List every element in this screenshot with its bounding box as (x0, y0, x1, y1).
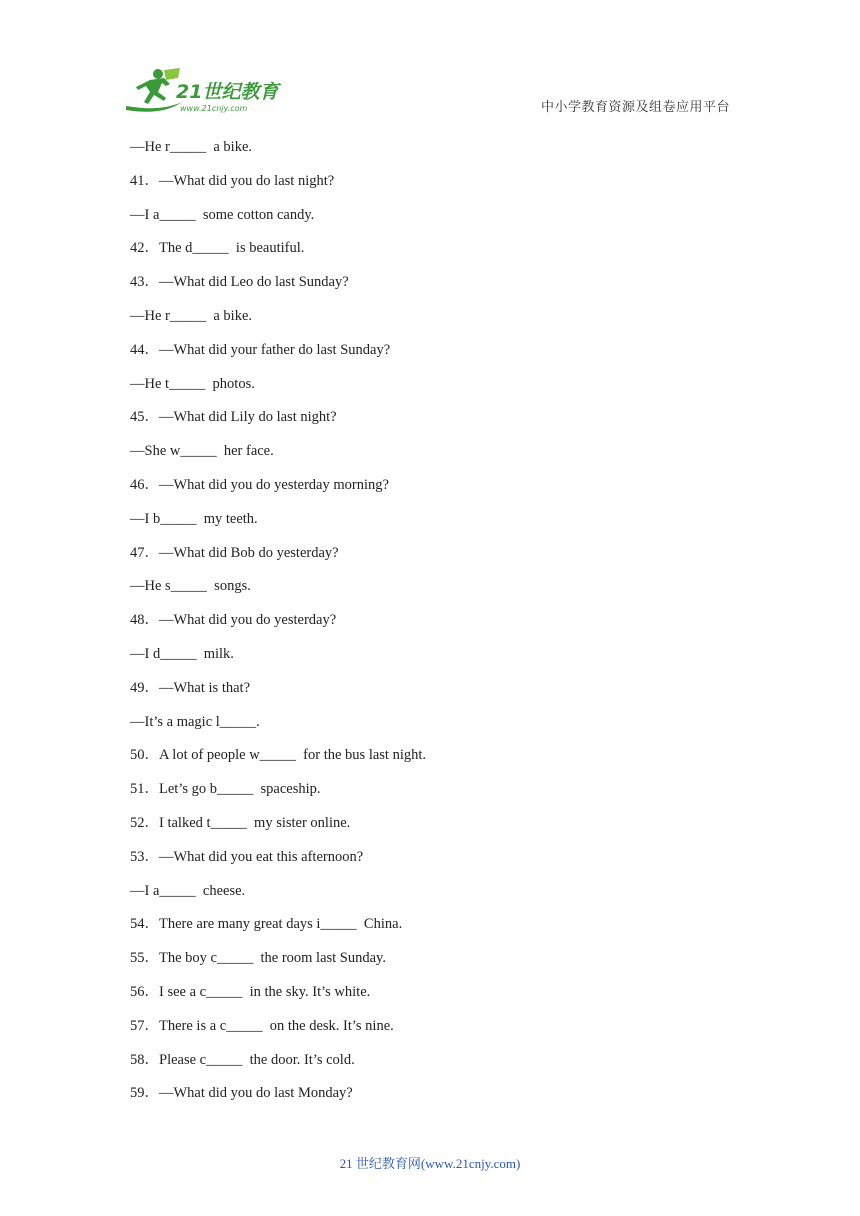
question-line: 57．There is a c_____ on the desk. It’s nine. (130, 1017, 394, 1034)
question-line: —He r_____ a bike. (130, 307, 253, 324)
site-tagline: 中小学教育资源及组卷应用平台 (540, 100, 730, 115)
question-line: 41．—What did you do last night? (130, 172, 335, 189)
question-line: —He r_____ a bike. (130, 139, 253, 155)
question-line: 52．I talked t_____ my sister online. (130, 814, 351, 831)
question-line: 55．The boy c_____ the room last Sunday. (130, 950, 386, 967)
logo-url: www.21cnjy.com (180, 104, 248, 113)
question-line: —She w_____ her face. (130, 443, 274, 460)
question-line: —He t_____ photos. (130, 375, 255, 392)
logo-text: 21世纪教育 (176, 81, 279, 103)
flag-icon (164, 68, 180, 80)
question-line: 51．Let’s go b_____ spaceship. (130, 781, 321, 798)
swoosh-icon (126, 102, 182, 112)
question-line: —He s_____ songs. (130, 578, 251, 595)
question-line: 53．—What did you eat this afternoon? (130, 848, 364, 865)
question-line: 43．—What did Leo do last Sunday? (130, 274, 349, 291)
question-line: 44．—What did your father do last Sunday? (130, 341, 391, 358)
question-list (130, 137, 750, 1117)
question-line: 47．—What did Bob do yesterday? (130, 544, 339, 561)
question-line: —It’s a magic l_____. (130, 713, 260, 730)
question-line: 48．—What did you do yesterday? (130, 612, 337, 629)
question-line: 46．—What did you do yesterday morning? (130, 476, 389, 493)
question-line: 50．A lot of people w_____ for the bus last night. (130, 747, 427, 764)
question-line: —I a_____ some cotton candy. (130, 206, 315, 223)
question-line: 54．There are many great days i_____ China. (130, 916, 403, 933)
page-header (0, 0, 860, 130)
page-footer: 21 世纪教育网(www.21cnjy.com) (339, 1156, 521, 1171)
question-line: —I d_____ milk. (130, 645, 234, 662)
question-line: 58．Please c_____ the door. It’s cold. (130, 1051, 355, 1068)
question-line: 42．The d_____ is beautiful. (130, 240, 305, 257)
question-line: 59．—What did you do last Monday? (130, 1085, 353, 1102)
logo (120, 66, 295, 116)
question-line: —I a_____ cheese. (130, 882, 246, 899)
question-line: 49．—What is that? (130, 679, 251, 696)
question-line: 56．I see a c_____ in the sky. It’s white. (130, 983, 371, 1000)
question-line: —I b_____ my teeth. (130, 510, 258, 527)
question-line: 45．—What did Lily do last night? (130, 409, 337, 426)
